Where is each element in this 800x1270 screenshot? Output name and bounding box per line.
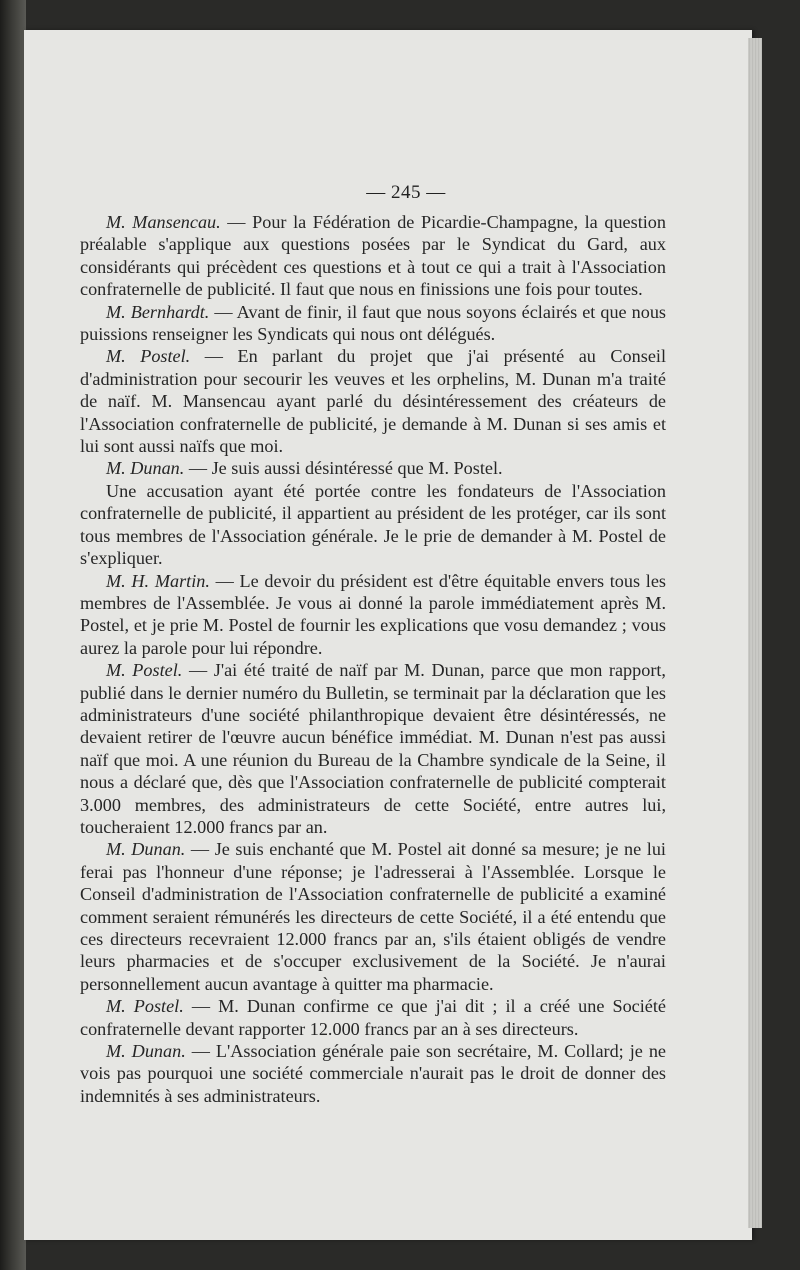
paragraph-text: — Je suis enchanté que M. Postel ait donné sa mesure; je ne lui ferai pas l'honneur d'une réponse; je l'adresserai à l'Assemblée. Lorsque le Conseil d'administration de l'Association confraternelle de publicité a examiné comment seraient rémunérés les directeurs de cette Société, il a été entendu que ces directeurs recevraient 12.000 francs par an, s'ils étaient obligés de vendre leurs pharmacies et de s'occuper exclusivement de la Société. Je n'aurai personnellement aucun avantage à quitter ma pharmacie. xyxy=(80,839,666,994)
paragraph-text: — Pour la Fédération de Picardie-Champagne, la question préalable s'applique aux questions posées par le Syndicat du Gard, aux considérants qui précèdent ces questions et à tout ce qui a trait à l'Association confraternelle de publicité. Il faut que nous en finissions une fois pour toutes. xyxy=(80,212,666,300)
paragraph-text: Une accusation ayant été portée contre les fondateurs de l'Association confraternelle de publicité, il appartient au président de les protéger, car ils sont tous membres de l'Association générale. Je le prie de demander à M. Postel de s'expliquer. xyxy=(80,480,666,569)
paragraph-text: — L'Association générale paie son secrétaire, M. Collard; je ne vois pas pourquoi une société commerciale n'aurait pas le droit de donner des indemnités à ses administrateurs. xyxy=(80,1041,666,1106)
paragraph xyxy=(80,570,666,660)
paragraph-text: — J'ai été traité de naïf par M. Dunan, parce que mon rapport, publié dans le dernier numéro du Bulletin, se terminait par la déclaration que les administrateurs d'une société philanthropique devaient être désintéressés, ne devaient retirer de l'œuvre aucun bénéfice immédiat. M. Dunan n'est pas aussi naïf que moi. A une réunion du Bureau de la Chambre syndicale de la Seine, il nous a déclaré que, dès que l'Association confraternelle de publicité compterait 3.000 membres, des administrateurs de cette Société, entre autres lui, toucheraient 12.000 francs par an. xyxy=(80,660,666,837)
paragraph xyxy=(80,1040,666,1107)
speaker-name: M. Postel. xyxy=(106,996,184,1017)
paragraph xyxy=(80,995,666,1040)
paragraph xyxy=(80,211,666,301)
book-spine-edge xyxy=(0,0,26,1270)
speaker-name: M. Dunan. xyxy=(106,1041,186,1062)
paragraph-text: — Avant de finir, il faut que nous soyons éclairés et que nous puissions renseigner les Syndicats qui nous ont délégués. xyxy=(80,301,666,345)
speaker-name: M. H. Martin. xyxy=(106,570,210,591)
paragraph-text: — Le devoir du président est d'être équitable envers tous les membres de l'Assemblée. Je vous ai donné la parole immédiatement après M. Postel, et je prie M. Postel de fournir les explications que vosu demandez ; vous aurez la parole pour lui répondre. xyxy=(80,570,666,658)
page-number: — 245 — xyxy=(366,182,446,203)
speaker-name: M. Postel. xyxy=(106,660,183,681)
paragraph xyxy=(80,457,666,479)
paragraph-text: — En parlant du projet que j'ai présenté au Conseil d'administration pour secourir les veuves et les orphelins, M. Dunan m'a traité de naïf. M. Mansencau ayant parlé du désintéressement des créateurs de l'Association confraternelle de publicité, je demande à M. Dunan si ses amis et lui sont aussi naïfs que moi. xyxy=(80,346,666,457)
speaker-name: M. Dunan. xyxy=(106,458,185,479)
paragraph-text: — M. Dunan confirme ce que j'ai dit ; il a créé une Société confraternelle devant rapporter 12.000 francs par an à ses directeurs. xyxy=(80,996,666,1039)
paragraph xyxy=(80,480,666,570)
speaker-name: M. Postel. xyxy=(106,346,191,367)
paragraph xyxy=(80,659,666,838)
speaker-name: M. Dunan. xyxy=(106,839,186,860)
page-text xyxy=(80,211,666,1107)
speaker-name: M. Mansencau. xyxy=(106,212,221,232)
paragraph xyxy=(80,345,666,457)
paragraph xyxy=(80,301,666,346)
paragraph-text: — Je suis aussi désintéressé que M. Postel. xyxy=(184,458,503,479)
page-stack-edge xyxy=(748,38,762,1228)
book-page xyxy=(24,30,752,1240)
speaker-name: M. Bernhardt. xyxy=(106,301,210,322)
paragraph xyxy=(80,838,666,995)
